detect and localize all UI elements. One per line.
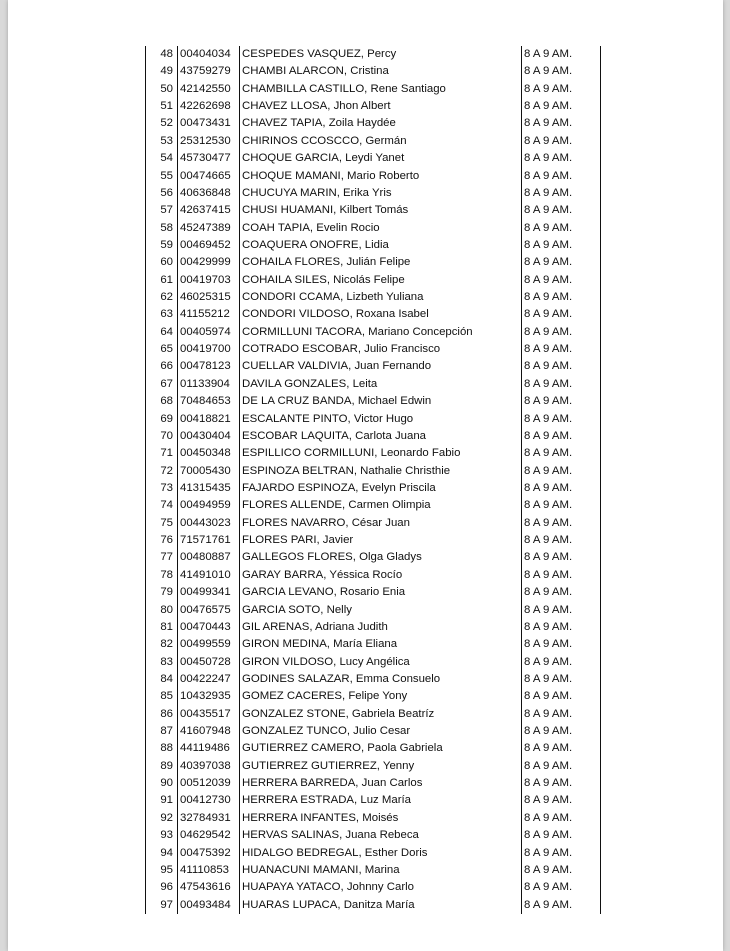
list-row bbox=[145, 879, 601, 896]
row-dni: 71571761 bbox=[177, 532, 239, 549]
list-row bbox=[145, 168, 601, 185]
row-number: 75 bbox=[160, 516, 173, 529]
row-number: 84 bbox=[160, 672, 173, 685]
row-number: 53 bbox=[160, 134, 173, 147]
row-name: HERVAS SALINAS, Juana Rebeca bbox=[239, 827, 521, 844]
row-name: CHIRINOS CCOSCCO, Germán bbox=[239, 133, 521, 150]
row-time: 8 A 9 AM. bbox=[521, 98, 601, 115]
list-row bbox=[145, 358, 601, 375]
row-dni: 00494959 bbox=[177, 497, 239, 514]
row-name: HERRERA INFANTES, Moisés bbox=[239, 810, 521, 827]
row-name: GARCIA SOTO, Nelly bbox=[239, 602, 521, 619]
row-time: 8 A 9 AM. bbox=[521, 115, 601, 132]
row-number: 80 bbox=[160, 603, 173, 616]
row-number: 81 bbox=[160, 620, 173, 633]
row-name: GODINES SALAZAR, Emma Consuelo bbox=[239, 671, 521, 688]
row-name: CUELLAR VALDIVIA, Juan Fernando bbox=[239, 358, 521, 375]
list-row bbox=[145, 445, 601, 462]
row-number: 92 bbox=[160, 811, 173, 824]
row-number: 68 bbox=[160, 395, 173, 408]
list-row bbox=[145, 393, 601, 410]
list-row bbox=[145, 706, 601, 723]
row-name: GALLEGOS FLORES, Olga Gladys bbox=[239, 549, 521, 566]
row-number: 76 bbox=[160, 534, 173, 547]
row-name: ESPINOZA BELTRAN, Nathalie Christhie bbox=[239, 463, 521, 480]
row-time: 8 A 9 AM. bbox=[521, 358, 601, 375]
row-time: 8 A 9 AM. bbox=[521, 862, 601, 879]
row-dni: 70005430 bbox=[177, 463, 239, 480]
row-name: HUAPAYA YATACO, Johnny Carlo bbox=[239, 879, 521, 896]
row-name: ESPILLICO CORMILLUNI, Leonardo Fabio bbox=[239, 445, 521, 462]
row-name: COAH TAPIA, Evelin Rocio bbox=[239, 220, 521, 237]
row-time: 8 A 9 AM. bbox=[521, 63, 601, 80]
row-time: 8 A 9 AM. bbox=[521, 636, 601, 653]
list-row bbox=[145, 758, 601, 775]
row-number: 69 bbox=[160, 412, 173, 425]
row-dni: 41491010 bbox=[177, 567, 239, 584]
row-dni: 00443023 bbox=[177, 515, 239, 532]
row-time: 8 A 9 AM. bbox=[521, 237, 601, 254]
row-name: CONDORI VILDOSO, Roxana Isabel bbox=[239, 306, 521, 323]
row-name: DAVILA GONZALES, Leita bbox=[239, 376, 521, 393]
row-name: COTRADO ESCOBAR, Julio Francisco bbox=[239, 341, 521, 358]
row-name: CHOQUE GARCIA, Leydi Yanet bbox=[239, 150, 521, 167]
row-number: 78 bbox=[160, 568, 173, 581]
row-time: 8 A 9 AM. bbox=[521, 168, 601, 185]
row-number: 95 bbox=[160, 863, 173, 876]
row-number: 72 bbox=[160, 464, 173, 477]
row-name: COHAILA FLORES, Julián Felipe bbox=[239, 254, 521, 271]
list-row bbox=[145, 532, 601, 549]
list-row bbox=[145, 463, 601, 480]
row-dni: 00422247 bbox=[177, 671, 239, 688]
row-dni: 41607948 bbox=[177, 723, 239, 740]
row-dni: 00405974 bbox=[177, 324, 239, 341]
row-time: 8 A 9 AM. bbox=[521, 688, 601, 705]
row-name: CHAVEZ TAPIA, Zoila Haydée bbox=[239, 115, 521, 132]
list-row bbox=[145, 515, 601, 532]
schedule-list bbox=[145, 46, 601, 914]
row-name: CHAMBILLA CASTILLO, Rene Santiago bbox=[239, 81, 521, 98]
row-name: CHAMBI ALARCON, Cristina bbox=[239, 63, 521, 80]
list-row bbox=[145, 688, 601, 705]
row-time: 8 A 9 AM. bbox=[521, 185, 601, 202]
row-name: ESCALANTE PINTO, Victor Hugo bbox=[239, 411, 521, 428]
row-dni: 00473431 bbox=[177, 115, 239, 132]
row-time: 8 A 9 AM. bbox=[521, 133, 601, 150]
list-row bbox=[145, 549, 601, 566]
list-row bbox=[145, 63, 601, 80]
row-dni: 00419703 bbox=[177, 272, 239, 289]
row-time: 8 A 9 AM. bbox=[521, 341, 601, 358]
row-time: 8 A 9 AM. bbox=[521, 515, 601, 532]
row-name: FLORES NAVARRO, César Juan bbox=[239, 515, 521, 532]
row-name: HUARAS LUPACA, Danitza María bbox=[239, 897, 521, 914]
list-row bbox=[145, 81, 601, 98]
list-row bbox=[145, 827, 601, 844]
row-dni: 00470443 bbox=[177, 619, 239, 636]
row-time: 8 A 9 AM. bbox=[521, 254, 601, 271]
row-time: 8 A 9 AM. bbox=[521, 445, 601, 462]
row-dni: 42142550 bbox=[177, 81, 239, 98]
row-number: 89 bbox=[160, 759, 173, 772]
row-name: DE LA CRUZ BANDA, Michael Edwin bbox=[239, 393, 521, 410]
row-dni: 00493484 bbox=[177, 897, 239, 914]
row-number: 85 bbox=[160, 690, 173, 703]
row-number: 71 bbox=[160, 447, 173, 460]
row-number: 67 bbox=[160, 377, 173, 390]
row-time: 8 A 9 AM. bbox=[521, 46, 601, 63]
list-row bbox=[145, 775, 601, 792]
row-number: 73 bbox=[160, 481, 173, 494]
row-dni: 00480887 bbox=[177, 549, 239, 566]
row-dni: 00476575 bbox=[177, 602, 239, 619]
list-row bbox=[145, 567, 601, 584]
row-time: 8 A 9 AM. bbox=[521, 740, 601, 757]
row-time: 8 A 9 AM. bbox=[521, 775, 601, 792]
list-row bbox=[145, 202, 601, 219]
row-number: 48 bbox=[160, 48, 173, 60]
row-dni: 00429999 bbox=[177, 254, 239, 271]
list-row bbox=[145, 792, 601, 809]
row-number: 60 bbox=[160, 256, 173, 269]
row-name: FLORES ALLENDE, Carmen Olimpia bbox=[239, 497, 521, 514]
row-name: GONZALEZ TUNCO, Julio Cesar bbox=[239, 723, 521, 740]
row-time: 8 A 9 AM. bbox=[521, 463, 601, 480]
list-row bbox=[145, 845, 601, 862]
row-time: 8 A 9 AM. bbox=[521, 827, 601, 844]
row-dni: 00450348 bbox=[177, 445, 239, 462]
list-row bbox=[145, 237, 601, 254]
list-row bbox=[145, 619, 601, 636]
row-number: 63 bbox=[160, 308, 173, 321]
row-dni: 00469452 bbox=[177, 237, 239, 254]
list-row bbox=[145, 636, 601, 653]
row-dni: 00475392 bbox=[177, 845, 239, 862]
row-dni: 00404034 bbox=[177, 46, 239, 63]
row-name: GIRON VILDOSO, Lucy Angélica bbox=[239, 654, 521, 671]
row-dni: 41315435 bbox=[177, 480, 239, 497]
row-name: CHUCUYA MARIN, Erika Yris bbox=[239, 185, 521, 202]
row-dni: 01133904 bbox=[177, 376, 239, 393]
row-name: HIDALGO BEDREGAL, Esther Doris bbox=[239, 845, 521, 862]
row-dni: 45730477 bbox=[177, 150, 239, 167]
row-dni: 32784931 bbox=[177, 810, 239, 827]
list-row bbox=[145, 480, 601, 497]
list-row bbox=[145, 897, 601, 914]
row-dni: 00474665 bbox=[177, 168, 239, 185]
row-time: 8 A 9 AM. bbox=[521, 810, 601, 827]
list-row bbox=[145, 740, 601, 757]
row-dni: 47543616 bbox=[177, 879, 239, 896]
row-name: FAJARDO ESPINOZA, Evelyn Priscila bbox=[239, 480, 521, 497]
row-number: 90 bbox=[160, 777, 173, 790]
row-number: 52 bbox=[160, 117, 173, 130]
list-row bbox=[145, 862, 601, 879]
list-row bbox=[145, 654, 601, 671]
row-dni: 04629542 bbox=[177, 827, 239, 844]
row-name: GIL ARENAS, Adriana Judith bbox=[239, 619, 521, 636]
row-number: 59 bbox=[160, 238, 173, 251]
row-dni: 40397038 bbox=[177, 758, 239, 775]
row-time: 8 A 9 AM. bbox=[521, 150, 601, 167]
list-row bbox=[145, 602, 601, 619]
row-dni: 42262698 bbox=[177, 98, 239, 115]
list-row bbox=[145, 115, 601, 132]
row-time: 8 A 9 AM. bbox=[521, 376, 601, 393]
list-row bbox=[145, 46, 601, 63]
row-name: CONDORI CCAMA, Lizbeth Yuliana bbox=[239, 289, 521, 306]
list-row bbox=[145, 411, 601, 428]
row-dni: 00412730 bbox=[177, 792, 239, 809]
row-time: 8 A 9 AM. bbox=[521, 845, 601, 862]
row-name: COHAILA SILES, Nicolás Felipe bbox=[239, 272, 521, 289]
row-name: HUANACUNI MAMANI, Marina bbox=[239, 862, 521, 879]
row-dni: 40636848 bbox=[177, 185, 239, 202]
row-dni: 45247389 bbox=[177, 220, 239, 237]
row-dni: 41155212 bbox=[177, 306, 239, 323]
row-number: 79 bbox=[160, 586, 173, 599]
row-time: 8 A 9 AM. bbox=[521, 549, 601, 566]
row-time: 8 A 9 AM. bbox=[521, 272, 601, 289]
row-number: 62 bbox=[160, 291, 173, 304]
row-number: 57 bbox=[160, 204, 173, 217]
row-name: CHUSI HUAMANI, Kilbert Tomás bbox=[239, 202, 521, 219]
row-number: 55 bbox=[160, 169, 173, 182]
row-number: 87 bbox=[160, 725, 173, 738]
row-time: 8 A 9 AM. bbox=[521, 671, 601, 688]
row-time: 8 A 9 AM. bbox=[521, 758, 601, 775]
row-number: 61 bbox=[160, 273, 173, 286]
row-name: GIRON MEDINA, María Eliana bbox=[239, 636, 521, 653]
row-name: GARAY BARRA, Yéssica Rocío bbox=[239, 567, 521, 584]
row-name: GONZALEZ STONE, Gabriela Beatríz bbox=[239, 706, 521, 723]
list-row bbox=[145, 98, 601, 115]
row-time: 8 A 9 AM. bbox=[521, 289, 601, 306]
row-dni: 43759279 bbox=[177, 63, 239, 80]
list-row bbox=[145, 376, 601, 393]
list-row bbox=[145, 671, 601, 688]
list-row bbox=[145, 723, 601, 740]
row-time: 8 A 9 AM. bbox=[521, 532, 601, 549]
list-row bbox=[145, 324, 601, 341]
row-dni: 25312530 bbox=[177, 133, 239, 150]
row-time: 8 A 9 AM. bbox=[521, 220, 601, 237]
row-name: COAQUERA ONOFRE, Lidia bbox=[239, 237, 521, 254]
list-row bbox=[145, 306, 601, 323]
list-row bbox=[145, 150, 601, 167]
row-dni: 70484653 bbox=[177, 393, 239, 410]
row-time: 8 A 9 AM. bbox=[521, 497, 601, 514]
list-row bbox=[145, 272, 601, 289]
row-number: 86 bbox=[160, 707, 173, 720]
row-time: 8 A 9 AM. bbox=[521, 393, 601, 410]
row-dni: 00478123 bbox=[177, 358, 239, 375]
row-number: 54 bbox=[160, 152, 173, 165]
row-time: 8 A 9 AM. bbox=[521, 584, 601, 601]
row-number: 91 bbox=[160, 794, 173, 807]
row-number: 51 bbox=[160, 100, 173, 113]
row-dni: 00499341 bbox=[177, 584, 239, 601]
row-number: 65 bbox=[160, 343, 173, 356]
row-dni: 00430404 bbox=[177, 428, 239, 445]
row-time: 8 A 9 AM. bbox=[521, 897, 601, 914]
row-number: 49 bbox=[160, 65, 173, 78]
row-time: 8 A 9 AM. bbox=[521, 480, 601, 497]
row-number: 82 bbox=[160, 638, 173, 651]
list-row bbox=[145, 428, 601, 445]
list-row bbox=[145, 289, 601, 306]
row-name: GARCIA LEVANO, Rosario Enia bbox=[239, 584, 521, 601]
row-number: 56 bbox=[160, 186, 173, 199]
row-time: 8 A 9 AM. bbox=[521, 654, 601, 671]
list-row bbox=[145, 497, 601, 514]
row-name: FLORES PARI, Javier bbox=[239, 532, 521, 549]
row-number: 97 bbox=[160, 898, 173, 911]
row-name: ESCOBAR LAQUITA, Carlota Juana bbox=[239, 428, 521, 445]
row-dni: 00450728 bbox=[177, 654, 239, 671]
row-name: GOMEZ CACERES, Felipe Yony bbox=[239, 688, 521, 705]
list-row bbox=[145, 341, 601, 358]
row-name: CESPEDES VASQUEZ, Percy bbox=[239, 46, 521, 63]
row-time: 8 A 9 AM. bbox=[521, 202, 601, 219]
row-name: GUTIERREZ GUTIERREZ, Yenny bbox=[239, 758, 521, 775]
row-time: 8 A 9 AM. bbox=[521, 792, 601, 809]
row-dni: 10432935 bbox=[177, 688, 239, 705]
row-time: 8 A 9 AM. bbox=[521, 619, 601, 636]
row-time: 8 A 9 AM. bbox=[521, 706, 601, 723]
row-name: CHAVEZ LLOSA, Jhon Albert bbox=[239, 98, 521, 115]
row-name: CORMILLUNI TACORA, Mariano Concepción bbox=[239, 324, 521, 341]
row-time: 8 A 9 AM. bbox=[521, 723, 601, 740]
list-row bbox=[145, 810, 601, 827]
row-name: GUTIERREZ CAMERO, Paola Gabriela bbox=[239, 740, 521, 757]
row-time: 8 A 9 AM. bbox=[521, 567, 601, 584]
row-time: 8 A 9 AM. bbox=[521, 428, 601, 445]
row-name: CHOQUE MAMANI, Mario Roberto bbox=[239, 168, 521, 185]
row-dni: 00418821 bbox=[177, 411, 239, 428]
row-number: 83 bbox=[160, 655, 173, 668]
row-number: 58 bbox=[160, 221, 173, 234]
row-dni: 00419700 bbox=[177, 341, 239, 358]
row-dni: 41110853 bbox=[177, 862, 239, 879]
row-dni: 42637415 bbox=[177, 202, 239, 219]
document-page bbox=[8, 0, 723, 951]
row-name: HERRERA BARREDA, Juan Carlos bbox=[239, 775, 521, 792]
row-time: 8 A 9 AM. bbox=[521, 411, 601, 428]
list-row bbox=[145, 254, 601, 271]
row-number: 70 bbox=[160, 429, 173, 442]
row-number: 66 bbox=[160, 360, 173, 373]
row-number: 77 bbox=[160, 551, 173, 564]
row-number: 96 bbox=[160, 881, 173, 894]
row-dni: 44119486 bbox=[177, 740, 239, 757]
row-number: 50 bbox=[160, 82, 173, 95]
row-dni: 00499559 bbox=[177, 636, 239, 653]
row-number: 93 bbox=[160, 829, 173, 842]
list-row bbox=[145, 584, 601, 601]
row-time: 8 A 9 AM. bbox=[521, 81, 601, 98]
row-time: 8 A 9 AM. bbox=[521, 306, 601, 323]
row-number: 88 bbox=[160, 742, 173, 755]
list-row bbox=[145, 133, 601, 150]
row-name: HERRERA ESTRADA, Luz María bbox=[239, 792, 521, 809]
row-time: 8 A 9 AM. bbox=[521, 324, 601, 341]
row-dni: 00512039 bbox=[177, 775, 239, 792]
row-time: 8 A 9 AM. bbox=[521, 602, 601, 619]
row-dni: 46025315 bbox=[177, 289, 239, 306]
row-number: 64 bbox=[160, 325, 173, 338]
row-number: 74 bbox=[160, 499, 173, 512]
row-number: 94 bbox=[160, 846, 173, 859]
list-row bbox=[145, 185, 601, 202]
row-dni: 00435517 bbox=[177, 706, 239, 723]
row-time: 8 A 9 AM. bbox=[521, 879, 601, 896]
list-row bbox=[145, 220, 601, 237]
